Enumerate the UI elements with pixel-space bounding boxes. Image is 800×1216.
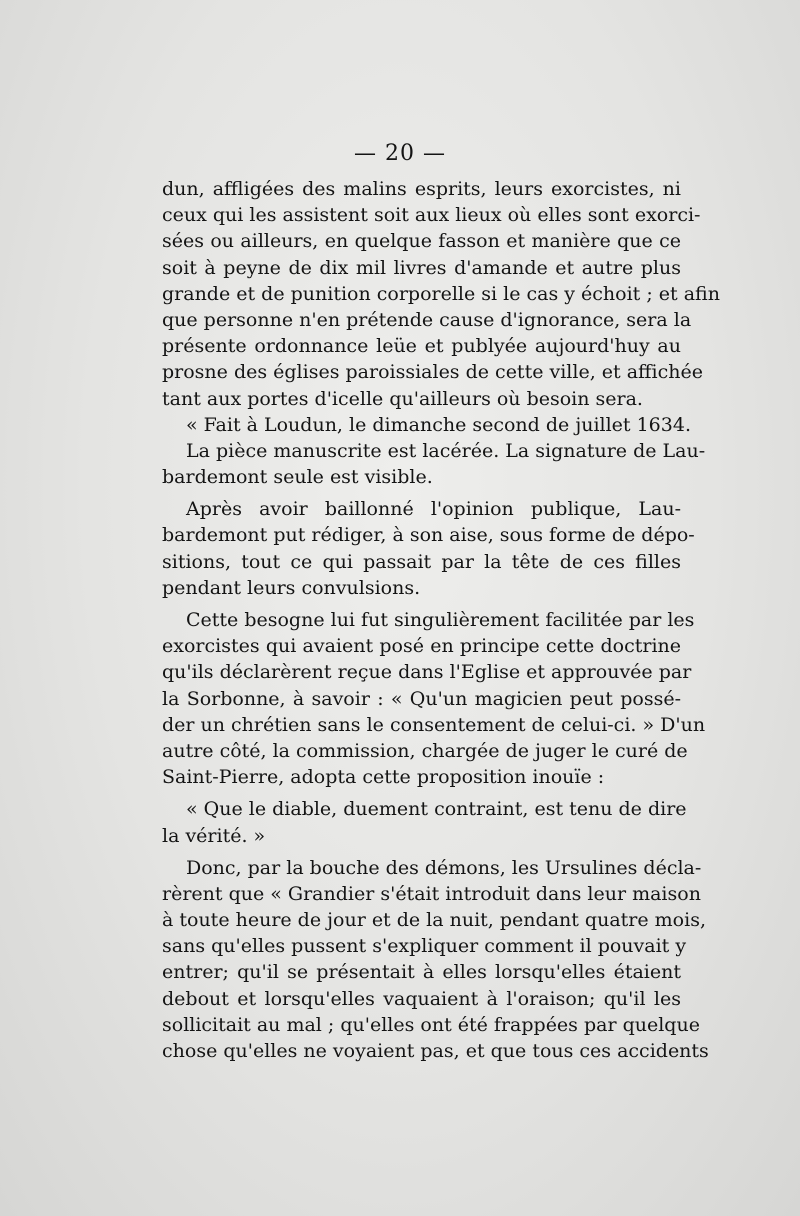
text-line: Après avoir baillonné l'opinion publique, Lau- [186,498,681,521]
text-line: entrer; qu'il se présentait à elles lorsqu'elles étaient [162,961,681,984]
text-line: qu'ils déclarèrent reçue dans l'Eglise et approuvée par [162,661,692,684]
text-line: sans qu'elles pussent s'expliquer comment il pouvait y [162,935,687,958]
text-line: tant aux portes d'icelle qu'ailleurs où besoin sera. [162,387,643,410]
text-line: chose qu'elles ne voyaient pas, et que tous ces accidents [162,1040,709,1062]
text-line: présente ordonnance leüe et publyée aujourd'huy au [162,335,681,358]
text-line: « Fait à Loudun, le dimanche second de juillet 1634. [186,413,691,436]
text-line: rèrent que « Grandier s'était introduit dans leur maison [162,882,701,905]
text-line: à toute heure de jour et de la nuit, pendant quatre mois, [162,909,706,932]
text-line: Cette besogne lui fut singulièrement facilitée par les [186,609,695,631]
text-line: La pièce manuscrite est lacérée. La signature de Lau- [186,439,706,462]
text-line: sollicitait au mal ; qu'elles ont été frappées par quelque [162,1013,700,1036]
text-line: sitions, tout ce qui passait par la tête de ces filles [162,550,681,573]
text-line: « Que le diable, duement contraint, est tenu de dire [186,798,687,821]
text-line: debout et lorsqu'elles vaquaient à l'oraison; qu'il les [162,987,681,1010]
text-line: la Sorbonne, à savoir : « Qu'un magicien peut possé- [162,687,681,710]
text-line: soit à peyne de dix mil livres d'amande et autre plus [162,256,681,279]
text-line: Saint-Pierre, adopta cette proposition inouïe : [162,766,605,789]
text-line: prosne des églises paroissiales de cette ville, et affichée [162,361,703,384]
page-number: — 20 — [354,141,446,166]
body-text [162,176,720,1064]
text-line: exorcistes qui avaient posé en principe cette doctrine [162,635,681,658]
text-line: autre côté, la commission, chargée de juger le curé de [162,739,688,762]
text-line: der un chrétien sans le consentement de celui-ci. » D'un [162,713,706,736]
text-line: que personne n'en prétende cause d'ignorance, sera la [162,308,692,331]
text-line: bardemont seule est visible. [162,466,433,489]
text-line: ceux qui les assistent soit aux lieux où elles sont exorci- [162,204,701,227]
text-line: sées ou ailleurs, en quelque fasson et manière que ce [162,230,681,253]
text-line: dun, affligées des malins esprits, leurs exorcistes, ni [162,178,681,200]
text-line: pendant leurs convulsions. [162,576,421,599]
text-line: grande et de punition corporelle si le cas y échoit ; et afin [162,282,720,305]
text-line: bardemont put rédiger, à son aise, sous forme de dépo- [162,524,695,547]
text-line: Donc, par la bouche des démons, les Ursulines décla- [186,856,702,879]
text-line: la vérité. » [162,824,266,847]
